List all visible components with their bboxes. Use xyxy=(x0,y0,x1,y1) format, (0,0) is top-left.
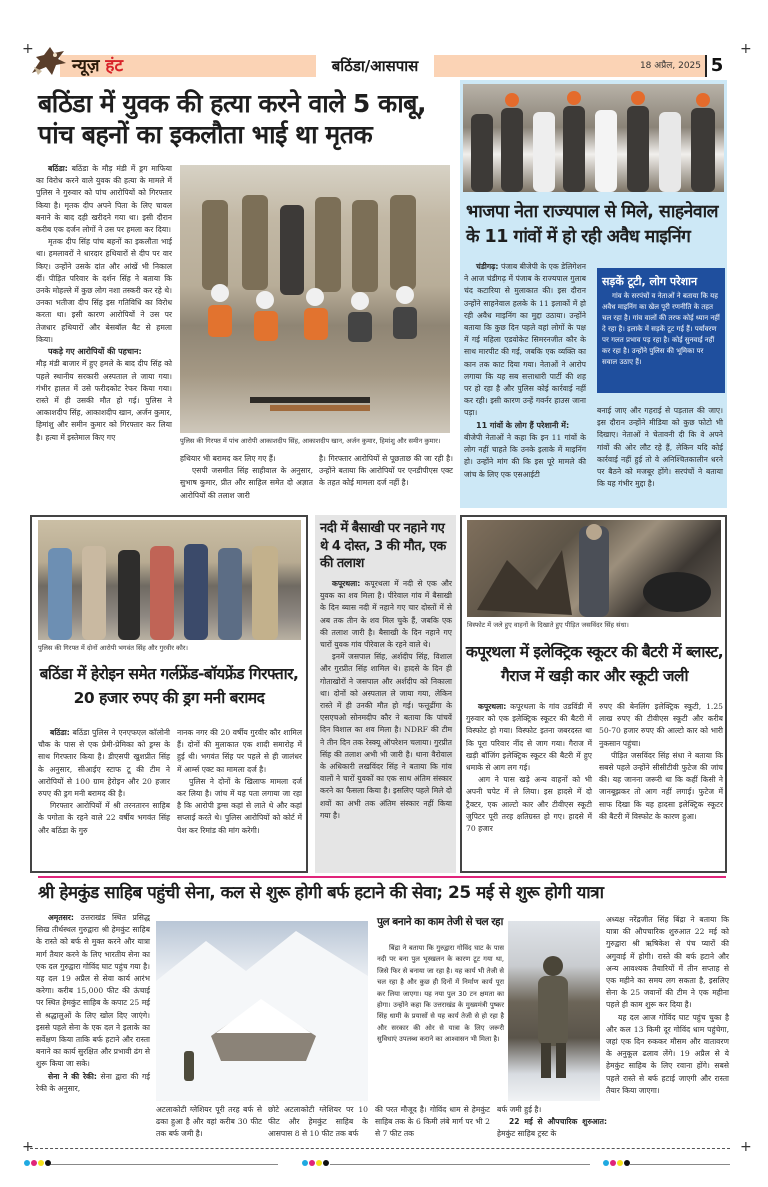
paragraph: पुलिस ने दोनों के खिलाफ मामला दर्ज कर लिया है। जांच में यह पता लगाया जा रहा है कि आरोपी ड्रग्स कहां से लाते थे और कहां सप्लाई करते थे। पुलिस आरोपियों को कोर्ट में पेश कर रिमांड की मांग करेगी। xyxy=(177,776,302,835)
article-mining-headline: भाजपा नेता राज्यपाल से मिले, साहनेवाल के 11 गांवों में हो रही अवैध माइनिंग xyxy=(466,202,718,247)
snow-mountain-icon xyxy=(156,921,368,1101)
photo-caption: पुलिस की गिरफ्त में दोनों आरोपी भगवंत सिंह और गुरवीर कौर। xyxy=(38,644,188,652)
print-rule xyxy=(330,1164,590,1165)
paragraph: कपूरथला के गांव उडविंडी में गुरुवार को एक इलेक्ट्रिक स्कूटर की बैटरी में विस्फोट हो गया। विस्फोट इतना जबरदस्त था कि पूरा परिवार नींद से जाग गया। गैराज में खड़ी बॉजिंग इलेक्ट्रिक स्कूटर की बैटरी में हुए धमाके से आग लग गई। xyxy=(466,702,593,773)
paragraph: मृतक दीप सिंह पांच बहनों का इकलौता भाई था। हमलावरों ने धारदार हथियारों से दीप पर वार किए। उन्होंने उसके दांत और आंखें भी निकाल दीं। पीड़ित परिवार के दर्शन सिंह ने बताया कि उनके मोहल्ले में कुछ लोग नशा तस्करी कर रहे थे। उनका भतीजा दीप सिंह इस गतिविधि का विरोध करता था। इसी कारण आरोपियों ने उस पर तेजधार हथियारों और बेसबॉल बैट से हमला किया। xyxy=(36,237,172,344)
article-heroin-column-1 xyxy=(38,727,170,837)
article-river-headline: नदी में बैसाखी पर नहाने गए थे 4 दोस्त, 3 की मौत, एक की तलाश xyxy=(320,521,446,571)
article-murder-headline: बठिंडा में युवक की हत्या करने वाले 5 काबू, पांच बहनों का इकलौता भाई था मृतक xyxy=(38,89,426,149)
black-dot-icon xyxy=(323,1160,329,1166)
dateline: कपूरथला: xyxy=(332,579,361,588)
registration-mark-bottom-right: + xyxy=(740,1139,752,1155)
yellow-dot-icon xyxy=(38,1160,44,1166)
issue-date: 18 अप्रैल, 2025 xyxy=(639,61,701,71)
paragraph: अध्यक्ष नरेंद्रजीत सिंह बिंद्रा ने बताया कि यात्रा की औपचारिक शुरुआत 22 मई को गुरुद्वारा श्री ऋषिकेश से पंच प्यारों की अगुवाई में होगी। रास्ते की बर्फ हटाने और अन्य आवश्यक तैयारियों में तीन सप्ताह से एक महीने का समय लग सकता है, इसलिए सेना के 25 जवानों की टीम ने एक महीना पहले ही काम शुरू कर दिया है। xyxy=(606,915,729,1010)
cyan-dot-icon xyxy=(24,1160,30,1166)
magenta-dot-icon xyxy=(309,1160,315,1166)
article-heroin-headline: बठिंडा में हेरोइन समेत गर्लफ्रेंड-बॉयफ्रेंड गिरफ्तार, 20 हजार रुपए की ड्रग मनी बरामद xyxy=(39,665,299,707)
soldier-icon xyxy=(508,921,600,1101)
article-hemkund-row-column-1: अटलाकोटी ग्लेशियर पूरी तरह बर्फ से ढका हुआ है और वहां करीब 30 फीट तक बर्फ जमी है। xyxy=(156,1105,262,1139)
print-rule xyxy=(48,1164,278,1165)
paragraph: इनमें जसपाल सिंह, अर्शदीप सिंह, विशाल और गुरप्रीत सिंह शामिल थे। हादसे के दिन ही गोताखोरों ने जसपाल और अर्शदीप को निकाला था। दोनों को अस्पताल ले जाया गया, लेकिन रास्ते में ही उनकी मौत हो गई। फत्तूढींगा के एसएचओ सोनमदीप कौर ने बताया कि पांचवें दिन विशाल का शव मिला है। NDRF की टीम ने तीन दिन तक रेस्क्यू ऑपरेशन चलाया। गुरप्रीत सिंह की तलाश अभी भी जारी है। थाना वैरोवाल के अधिकारी लखविंदर सिंह ने बताया कि गांव वालों ने चारों युवकों का एक साथ अंतिम संस्कार करने का फैसला किया है। इसलिए पहले मिले दो शवों का अभी तक अंतिम संस्कार नहीं किया गया है। xyxy=(320,652,452,820)
black-dot-icon xyxy=(624,1160,630,1166)
paragraph: आग ने पास खड़े अन्य वाहनों को भी अपनी चपेट में ले लिया। इस हादसे में दो ट्रैक्टर, एक आल्टो कार और टीवीएस स्कूटी जुपिटर पूरी तरह क्षतिग्रस्त हो गए। हादसे में 70 हजार xyxy=(466,775,592,834)
article-hemkund-column-right xyxy=(606,914,729,1097)
article-hemkund-row-column-4 xyxy=(497,1104,607,1141)
paragraph: मौड़ मंडी बाजार में हुए हमले के बाद दीप सिंह को पहले स्थानीय सरकारी अस्पताल ले जाया गया। गंभीर हालत में उसे फरीदकोट रेफर किया गया। रास्ते में ही उसकी मौत हो गई। पुलिस ने आकाशदीप सिंह, आकाशदीप खान, अर्जन कुमार, हिमांशु और समीन कुमार को गिरफ्तार कर लिया है। हत्या में इस्तेमाल किए गए xyxy=(36,359,173,442)
magenta-dot-icon xyxy=(31,1160,37,1166)
subheading: सेना ने की रेकी: xyxy=(48,1071,97,1081)
magenta-dot-icon xyxy=(610,1160,616,1166)
paragraph: यह दल आज गोविंद घाट पहुंच चुका है और कल 13 किमी दूर गोविंद धाम पहुंचेगा, जहां एक दिन रुककर मौसम और वातावरण के अनुकूल ढलाव लेंगे। 19 अप्रैल से ये हेमकुंट साहिब के लिए रवाना होंगे। सबसे पहले रास्ते से बर्फ हटाई जाएगी और रास्ता तैयार किया जाएगा। xyxy=(606,1012,729,1095)
subheading: 11 गांवों के लोग हैं परेशानी में: xyxy=(476,420,570,430)
cmyk-color-marks xyxy=(302,1160,329,1166)
subheading: 22 मई से औपचारिक शुरुआत: xyxy=(509,1117,607,1127)
article-hemkund-headline: श्री हेमकुंड साहिब पहुंची सेना, कल से शुरू होगी बर्फ हटाने की सेवा; 25 मई से शुरू होगी यात्रा xyxy=(38,883,604,903)
paragraph: कपूरथला में नदी से एक और युवक का शव मिला है। पीरेवाल गांव में बैसाखी के दिन ब्यास नदी में नहाने गए चार दोस्तों में से अब तक तीन के शव मिल चुके हैं, जबकि एक की तलाश जारी है। बैसाखी के दिन नहाने गए चारों युवक गांव पीरेवाल के रहने वाले थे। xyxy=(320,579,452,650)
snow-gurudwara-photo xyxy=(156,921,368,1101)
photo-caption: विस्फोट में जले हुए वाहनों के दिखाते हुए पीड़ित जसविंदर सिंह संधा। xyxy=(467,621,629,629)
section-divider xyxy=(38,876,726,878)
paragraph: गिरफ्तार आरोपियों में श्री तरनतारन साहिब के पगोता के रहने वाले 22 वर्षीय भगवंत सिंह और बठिंडा के गुरु xyxy=(38,801,170,835)
paragraph: बीजेपी नेताओं ने कहा कि इन 11 गांवों के लोग नहीं चाहते कि उनके इलाके में माइनिंग हो। उन्होंने मांग की कि इस पूरे मामले की जांच के लिए एक एसआईटी xyxy=(464,433,586,479)
arrest-photo xyxy=(38,520,301,640)
article-hemkund-row-column-2: छोटे अटलाकोटी ग्लेशियर पर 10 फीट और हेमकुंट साहिब के आसपास 8 से 10 फीट तक बर्फ xyxy=(268,1105,368,1139)
cmyk-color-marks xyxy=(24,1160,51,1166)
article-scooter-column-2 xyxy=(599,701,723,823)
page-bottom-dashed-rule xyxy=(30,1148,730,1149)
article-murder-column-1 xyxy=(36,163,172,493)
registration-mark-bottom-left: + xyxy=(22,1139,34,1155)
people-silhouettes-icon xyxy=(180,165,450,433)
article-hemkund-row-column-3: की परत मौजूद है। गोविंद धाम से हेमकुंट साहिब तक के 6 किमी लंबे मार्ग पर भी 2 से 7 फीट तक xyxy=(375,1105,490,1139)
subheading: पकड़े गए आरोपियों की पहचान: xyxy=(48,347,142,357)
dateline: चंडीगढ़: xyxy=(476,262,499,271)
paragraph: बर्फ जमी हुई है। xyxy=(497,1105,542,1114)
paragraph: पंजाब बीजेपी के एक डेलिगेशन ने आज चंडीगढ़ में पंजाब के राज्यपाल गुलाब चंद कटारिया से मुलाकात की। इस दौरान उन्होंने साहनेवाल हलके के 11 इलाकों में हो रही अवैध माइनिंग का मुद्दा उठाया। उन्होंने बताया कि कुछ दिन पहले वहां लोगों के पक्ष में गई महिला एडवोकेट सिमरनजीत कौर के साथ मारपीट की गई, जबकि एक व्यक्ति का कान तक काट दिया गया। नेताओं ने आरोप लगाया कि यह सब सत्ताधारी पार्टी की शह पर हो रहा है और पुलिस कोई कार्रवाई नहीं कर रही। इसी कारण उन्हें गवर्नर हाउस जाना पड़ा। xyxy=(464,262,586,418)
dateline: कपूरथला: xyxy=(478,702,507,711)
eagle-logo-icon xyxy=(30,45,68,77)
paragraph: हेमकुंट साहिब ट्रस्ट के xyxy=(497,1129,557,1139)
paragraph: रुपए की बेनलिंग इलेक्ट्रिक स्कूटी, 1.25 लाख रुपए की टीवीएस स्कूटी और करीब 50-70 हजार रुपए की आल्टो कार को भारी नुकसान पहुंचा। xyxy=(599,702,723,748)
paragraph: उत्तराखंड स्थित प्रसिद्ध सिख तीर्थस्थल गुरुद्वारा श्री हेमकुंट साहिब के रास्ते को बर्फ से मुक्त करने और यात्रा मार्ग तैयार करने के लिए भारतीय सेना का एक दल गुरुद्वारा गोविंद घाट पहुंच गया है। यह दल 19 अप्रैल से सेवा कार्य आरंभ करेगा। करीब 15,000 फीट की ऊंचाई पर स्थित हेमकुंट साहिब के कपाट 25 मई से श्रद्धालुओं के लिए खोल दिए जाएंगे। इससे पहले सेना के एक दल ने इलाके का सर्वेक्षण किया ताकि बर्फ हटाने और रास्ता बनाने का कार्य सुरक्षित और प्रभावी ढंग से शुरू किया जा सके। xyxy=(36,913,150,1069)
brand-name-part1: न्यूज़ xyxy=(72,56,100,76)
delegation-photo xyxy=(463,84,724,192)
paragraph: पीड़ित जसविंदर सिंह संधा ने बताया कि सबसे पहले उन्होंने सीसीटीवी फुटेज की जांच की। यह जानना जरूरी था कि कहीं किसी ने जानबूझकर तो आग नहीं लगाई। फुटेज में साफ दिखा कि यह हादसा इलेक्ट्रिक स्कूटर की बैटरी में विस्फोट के कारण हुआ। xyxy=(599,750,723,821)
yellow-dot-icon xyxy=(316,1160,322,1166)
article-hemkund-column-1 xyxy=(36,912,150,1095)
brand-name-part2: हंट xyxy=(105,56,124,76)
paragraph: नानक नगर की 20 वर्षीय गुरवीर कौर शामिल हैं। दोनों की मुलाकात एक शादी समारोह में हुई थी। भगवंत सिंह पर पहले से ही जालंधर में आर्म्स एक्ट का मामला दर्ज है। xyxy=(177,728,302,774)
paragraph: हथियार भी बरामद कर लिए गए हैं। xyxy=(180,454,276,463)
paragraph: सेना द्वारा की गई रेकी के अनुसार, xyxy=(36,1071,151,1093)
registration-mark-top-left: + xyxy=(22,41,34,57)
photo-caption: पुलिस की गिरफ्त में पांच आरोपी आकाशदीप सिंह, आकाशदीप खान, अर्जन कुमार, हिमांशु और समीन कुमार। xyxy=(180,437,441,445)
paragraph: बठिंडा के मौड़ मंडी में ड्रग माफिया का विरोध करने वाले युवक की हत्या के मामले में पुलिस ने गुरुवार को पांच आरोपियों को गिरफ्तार किया है। मृतक दीप अपने पिता के लिए चावल बनाने के बाद दही खरीदने गया था। इसी दौरान करीब एक दर्जन लोगों ने उस पर हमला कर दिया। xyxy=(36,164,173,235)
article-scooter-headline: कपूरथला में इलेक्ट्रिक स्कूटर की बैटरी में ब्लास्ट, गैराज में खड़ी कार और स्कूटी जली xyxy=(465,643,724,685)
brand-name xyxy=(72,55,123,77)
article-mining-column-2: बनाई जाए और गहराई से पड़ताल की जाए। इस दौरान उन्होंने मीडिया को कुछ फोटो भी दिखाए। नेताओं ने चेतावनी दी कि वे अपने गांवों की ओर लौट रहे हैं, लेकिन यदि कोई कार्रवाई नहीं हुई तो वे अनिश्चितकालीन धरने पर बैठने को मजबूर होंगे। सरपंचों ने बताया कि यह गंभीर मुद्दा है। xyxy=(597,406,723,489)
masthead xyxy=(30,55,727,77)
sidebar-title: सड़कें टूटी, लोग परेशान xyxy=(602,275,698,288)
article-mining-column-1 xyxy=(464,261,586,481)
soldier-snow-photo xyxy=(508,921,600,1101)
dateline: बठिंडा: xyxy=(50,728,70,737)
bridge-subheadline: पुल बनाने का काम तेजी से चल रहा xyxy=(377,916,503,928)
article-murder-column-3: है। गिरफ्तार आरोपियों से पूछताछ की जा रही है। उन्होंने बताया कि आरोपियों पर एनडीपीएस एक्ट के तहत कोई मामला दर्ज नहीं है। xyxy=(319,454,453,488)
sidebar-box xyxy=(597,268,725,393)
burnt-vehicles-photo xyxy=(467,520,721,617)
section-title: बठिंडा/आसपास xyxy=(316,55,434,77)
article-heroin-column-2 xyxy=(177,727,302,837)
sidebar-body: गांव के सरपंचों व नेताओं ने बताया कि यह अवैध माइनिंग का खेल पूरी रणनीति के तहत चल रहा है। गांव वालों की तरफ कोई ध्यान नहीं दे रहा है। इलाके में सड़कें टूट गई हैं। पर्यावरण पर गलत प्रभाव पड़ रहा है। कोई सुनवाई नहीं कर रहा है। उन्होंने पुलिस की भूमिका पर सवाल उठाए हैं। xyxy=(602,292,720,366)
black-dot-icon xyxy=(45,1160,51,1166)
dateline: अमृतसर: xyxy=(48,913,74,922)
paragraph: एसपी जसमीत सिंह साहीवाल के अनुसार, सुभाष कुमार, प्रीत और साहिल समेत दो अज्ञात आरोपियों की तलाश जारी xyxy=(180,466,313,500)
article-scooter-column-1 xyxy=(466,701,592,835)
cyan-dot-icon xyxy=(302,1160,308,1166)
cyan-dot-icon xyxy=(603,1160,609,1166)
yellow-dot-icon xyxy=(617,1160,623,1166)
article-murder-column-2 xyxy=(180,453,313,502)
registration-mark-top-right: + xyxy=(740,41,752,57)
print-rule xyxy=(630,1164,730,1165)
accused-group-photo xyxy=(180,165,450,433)
article-river-body xyxy=(320,578,452,822)
dateline: बठिंडा: xyxy=(48,164,68,173)
people-silhouettes-icon xyxy=(463,84,724,192)
burnt-scooter-icon xyxy=(467,520,721,617)
paragraph: बठिंडा पुलिस ने एनएफएल कॉलोनी चौक के पास से एक प्रेमी-प्रेमिका को ड्रग्स के साथ गिरफ्तार किया है। डीएसपी खुशप्रीत सिंह के अनुसार, सीआईए स्टाफ टू की टीम ने आरोपियों से 100 ग्राम हेरोइन और 20 हजार रुपए की ड्रग मनी बरामद की है। xyxy=(38,728,170,799)
people-silhouettes-icon xyxy=(38,520,301,640)
page-number: 5 xyxy=(705,55,727,77)
cmyk-color-marks xyxy=(603,1160,630,1166)
bridge-body: बिंद्रा ने बताया कि गुरुद्वारा गोविंद घाट के पास नदी पर बना पुल भूस्खलन के कारण टूट गया था, जिसे फिर से बनाया जा रहा है। यह कार्य भी तेजी से चल रहा है और कुछ ही दिनों में निर्माण कार्य पूरा कर लिया जाएगा। यह नया पुल 30 टन क्षमता का होगा। उन्होंने कहा कि उत्तराखंड के मुख्यमंत्री पुष्कर सिंह धामी के प्रयासों से यह कार्य तेजी से हो रहा है और सरकार की ओर से यात्रा के लिए जरूरी सुविधाएं उपलब्ध कराने का आश्वासन भी मिला है। xyxy=(377,944,504,1044)
